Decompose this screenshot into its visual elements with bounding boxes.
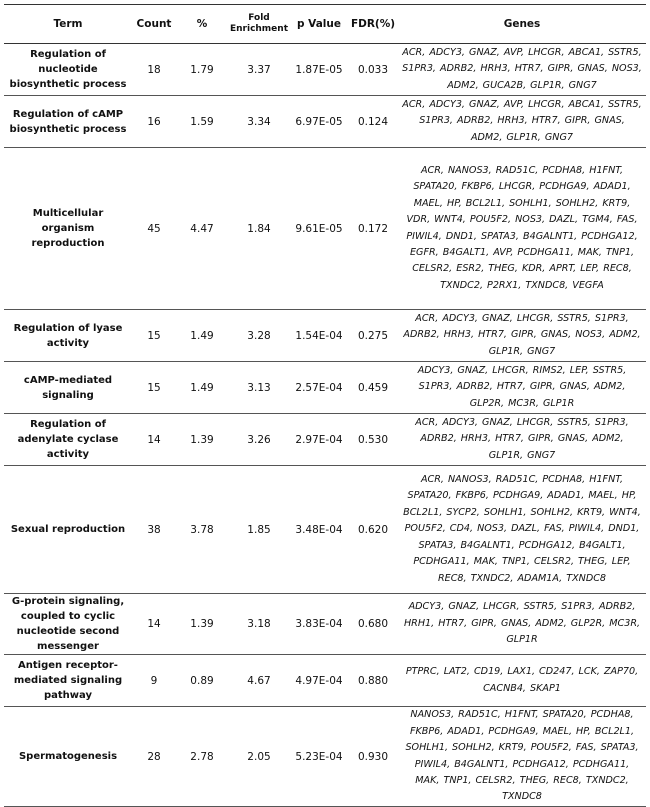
table-row xyxy=(4,310,646,362)
cell-fdr: 0.459 xyxy=(348,362,398,414)
cell-fold-enrichment: 1.85 xyxy=(228,466,290,594)
cell-percent: 1.49 xyxy=(176,310,228,362)
cell-genes: NANOS3, RAD51C, H1FNT, SPATA20, PCDHA8, FKBP6, ADAD1, PCDHGA9, MAEL, HP, BCL2L1, SOHLH1, SOHLH2, KRT9, POU5F2, FAS, SPATA3, PIWIL4, B4GALNT1, PCDHGA12, PCDHGA11, MAK, TNP1, CELSR2, THEG, REC8, TXNDC2, TXNDC8 xyxy=(398,707,646,807)
cell-count: 15 xyxy=(132,310,176,362)
table-row xyxy=(4,148,646,310)
cell-percent: 4.47 xyxy=(176,148,228,310)
cell-fold-enrichment: 3.37 xyxy=(228,44,290,96)
cell-p-value: 9.61E-05 xyxy=(290,148,348,310)
cell-percent: 1.39 xyxy=(176,414,228,466)
header-percent: % xyxy=(176,5,228,44)
cell-percent: 1.39 xyxy=(176,594,228,655)
cell-genes: ACR, ADCY3, GNAZ, AVP, LHCGR, ABCA1, SSTR5, S1PR3, ADRB2, HRH3, HTR7, GIPR, GNAS, ADM2, GLP1R, GNG7 xyxy=(398,96,646,148)
cell-fold-enrichment: 1.84 xyxy=(228,148,290,310)
table-row xyxy=(4,466,646,594)
cell-fold-enrichment: 3.18 xyxy=(228,594,290,655)
cell-count: 14 xyxy=(132,414,176,466)
cell-fold-enrichment: 3.26 xyxy=(228,414,290,466)
header-fdr: FDR(%) xyxy=(348,5,398,44)
cell-percent: 1.59 xyxy=(176,96,228,148)
cell-percent: 2.78 xyxy=(176,707,228,807)
cell-fold-enrichment: 4.67 xyxy=(228,655,290,707)
cell-p-value: 1.54E-04 xyxy=(290,310,348,362)
cell-genes: ADCY3, GNAZ, LHCGR, RIMS2, LEP, SSTR5, S1PR3, ADRB2, HTR7, GIPR, GNAS, ADM2, GLP2R, MC3R, GLP1R xyxy=(398,362,646,414)
header-count: Count xyxy=(132,5,176,44)
header-fold-enrichment: Fold Enrichment xyxy=(228,5,290,44)
cell-p-value: 4.97E-04 xyxy=(290,655,348,707)
table-body xyxy=(4,44,646,807)
cell-genes: ACR, ADCY3, GNAZ, LHCGR, SSTR5, S1PR3, ADRB2, HRH3, HTR7, GIPR, GNAS, ADM2, GLP1R, GNG7 xyxy=(398,414,646,466)
cell-genes: PTPRC, LAT2, CD19, LAX1, CD247, LCK, ZAP70, CACNB4, SKAP1 xyxy=(398,655,646,707)
cell-count: 28 xyxy=(132,707,176,807)
cell-term: Regulation of lyase activity xyxy=(4,310,132,362)
cell-term: G-protein signaling, coupled to cyclic nucleotide second messenger xyxy=(4,594,132,655)
header-genes: Genes xyxy=(398,5,646,44)
cell-term: Regulation of adenylate cyclase activity xyxy=(4,414,132,466)
cell-percent: 3.78 xyxy=(176,466,228,594)
cell-p-value: 3.48E-04 xyxy=(290,466,348,594)
header-row xyxy=(4,5,646,44)
cell-count: 38 xyxy=(132,466,176,594)
cell-percent: 1.49 xyxy=(176,362,228,414)
enrichment-table xyxy=(4,4,646,807)
table-row xyxy=(4,96,646,148)
cell-count: 14 xyxy=(132,594,176,655)
cell-fold-enrichment: 3.34 xyxy=(228,96,290,148)
cell-genes: ACR, ADCY3, GNAZ, AVP, LHCGR, ABCA1, SSTR5, S1PR3, ADRB2, HRH3, HTR7, GIPR, GNAS, NOS3, ADM2, GUCA2B, GLP1R, GNG7 xyxy=(398,44,646,96)
cell-count: 15 xyxy=(132,362,176,414)
cell-count: 9 xyxy=(132,655,176,707)
cell-fdr: 0.530 xyxy=(348,414,398,466)
cell-fold-enrichment: 3.13 xyxy=(228,362,290,414)
cell-p-value: 5.23E-04 xyxy=(290,707,348,807)
cell-count: 45 xyxy=(132,148,176,310)
table-row xyxy=(4,655,646,707)
cell-term: cAMP-mediated signaling xyxy=(4,362,132,414)
cell-fold-enrichment: 2.05 xyxy=(228,707,290,807)
table-row xyxy=(4,44,646,96)
cell-count: 18 xyxy=(132,44,176,96)
cell-percent: 1.79 xyxy=(176,44,228,96)
cell-p-value: 3.83E-04 xyxy=(290,594,348,655)
cell-fdr: 0.620 xyxy=(348,466,398,594)
cell-genes: ACR, NANOS3, RAD51C, PCDHA8, H1FNT, SPATA20, FKBP6, PCDHGA9, ADAD1, MAEL, HP, BCL2L1, SYCP2, SOHLH1, SOHLH2, KRT9, WNT4, POU5F2, CD4, NOS3, DAZL, FAS, PIWIL4, DND1, SPATA3, B4GALNT1, PCDHGA12, B4GALT1, PCDHGA11, MAK, TNP1, CELSR2, THEG, LEP, REC8, TXNDC2, ADAM1A, TXNDC8 xyxy=(398,466,646,594)
cell-fdr: 0.172 xyxy=(348,148,398,310)
cell-term: Antigen receptor-mediated signaling pathway xyxy=(4,655,132,707)
cell-term: Regulation of nucleotide biosynthetic process xyxy=(4,44,132,96)
header-term: Term xyxy=(4,5,132,44)
cell-genes: ADCY3, GNAZ, LHCGR, SSTR5, S1PR3, ADRB2, HRH1, HTR7, GIPR, GNAS, ADM2, GLP2R, MC3R, GLP1R xyxy=(398,594,646,655)
cell-term: Spermatogenesis xyxy=(4,707,132,807)
cell-fdr: 0.930 xyxy=(348,707,398,807)
cell-fdr: 0.680 xyxy=(348,594,398,655)
header-p-value: p Value xyxy=(290,5,348,44)
cell-fold-enrichment: 3.28 xyxy=(228,310,290,362)
cell-p-value: 2.97E-04 xyxy=(290,414,348,466)
cell-term: Multicellular organism reproduction xyxy=(4,148,132,310)
table-row xyxy=(4,594,646,655)
cell-fdr: 0.033 xyxy=(348,44,398,96)
table-row xyxy=(4,414,646,466)
cell-p-value: 2.57E-04 xyxy=(290,362,348,414)
cell-term: Regulation of cAMP biosynthetic process xyxy=(4,96,132,148)
cell-fdr: 0.880 xyxy=(348,655,398,707)
cell-p-value: 1.87E-05 xyxy=(290,44,348,96)
cell-term: Sexual reproduction xyxy=(4,466,132,594)
cell-genes: ACR, ADCY3, GNAZ, LHCGR, SSTR5, S1PR3, ADRB2, HRH3, HTR7, GIPR, GNAS, NOS3, ADM2, GLP1R, GNG7 xyxy=(398,310,646,362)
cell-count: 16 xyxy=(132,96,176,148)
cell-percent: 0.89 xyxy=(176,655,228,707)
table-row xyxy=(4,707,646,807)
cell-p-value: 6.97E-05 xyxy=(290,96,348,148)
cell-genes: ACR, NANOS3, RAD51C, PCDHA8, H1FNT, SPATA20, FKBP6, LHCGR, PCDHGA9, ADAD1, MAEL, HP, BCL2L1, SOHLH1, SOHLH2, KRT9, VDR, WNT4, POU5F2, NOS3, DAZL, TGM4, FAS, PIWIL4, DND1, SPATA3, B4GALNT1, PCDHGA12, EGFR, B4GALT1, AVP, PCDHGA11, MAK, TNP1, CELSR2, ESR2, THEG, KDR, APRT, LEP, REC8, TXNDC2, P2RX1, TXNDC8, VEGFA xyxy=(398,148,646,310)
cell-fdr: 0.275 xyxy=(348,310,398,362)
cell-fdr: 0.124 xyxy=(348,96,398,148)
table-row xyxy=(4,362,646,414)
